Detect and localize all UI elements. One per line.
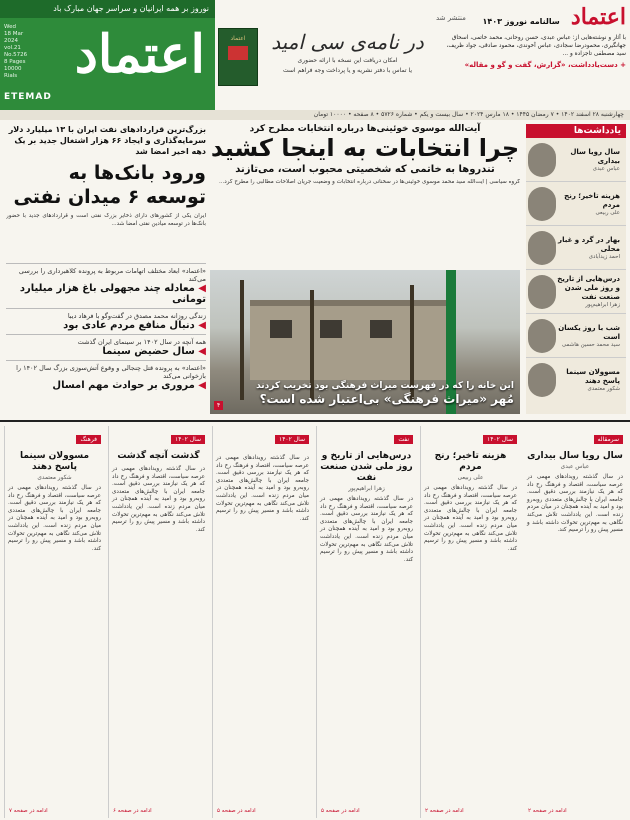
newspaper-latin-name: ETEMAD <box>4 92 52 102</box>
teaser-kicker: «اعتماد» ابعاد مختلف اتهامات مربوط به پرونده کلاهبرداری را بررسی می‌کند <box>18 267 206 283</box>
note-item[interactable] <box>526 358 626 402</box>
note-item[interactable] <box>526 138 626 182</box>
teaser-item[interactable] <box>6 360 206 394</box>
note-item[interactable] <box>526 314 626 358</box>
meta-price: 10000 Rials <box>4 66 22 79</box>
red-arrow-icon: ◀ <box>194 320 206 331</box>
author-photo <box>528 319 556 353</box>
meta-date: 18 Mar 2024 <box>4 31 24 44</box>
author-photo <box>528 143 556 177</box>
note-text <box>556 275 624 308</box>
teaser-list <box>6 263 206 394</box>
photo-caption-line2: مُهر «میراث فرهنگی» بی‌اعتبار شده است؟ <box>259 392 514 406</box>
masthead <box>0 0 630 120</box>
yearbook-title: سالنامه نوروز ۱۴۰۳ <box>482 17 560 26</box>
column-title[interactable]: درس‌هایی از تاریخ و روز ملی شدن صنعت نفت <box>320 451 413 483</box>
teaser-headline <box>6 380 206 391</box>
note-title: هزینه تاخیر؛ رنج مردم <box>564 191 620 209</box>
note-author: زهرا ابراهیم‌پور <box>585 302 620 308</box>
note-title: درس‌هایی از تاریخ و روز ملی شدن صنعت نفت <box>557 275 620 301</box>
teaser-item[interactable] <box>6 334 206 360</box>
note-item[interactable] <box>526 270 626 314</box>
note-text <box>556 236 624 260</box>
promo-title: در نامه‌ی سی امید <box>271 30 424 54</box>
notes-header: یادداشت‌ها <box>526 124 626 138</box>
meta-volume: vol.21 <box>4 45 21 51</box>
yearbook-brand: اعتماد <box>570 4 626 30</box>
main-subhead: تندروها به خاتمی که شخصیتی محبوب است، می‌تازند <box>235 164 495 175</box>
teaser-headline <box>6 346 206 357</box>
note-text <box>556 148 624 172</box>
meta-pages: 8 Pages <box>4 59 26 65</box>
lower-column <box>108 426 208 818</box>
red-arrow-icon: ◀ <box>194 283 206 294</box>
left-column <box>6 124 206 414</box>
lower-column <box>524 426 626 818</box>
right-column <box>526 124 626 414</box>
note-text <box>556 324 624 348</box>
window-shape <box>270 320 292 338</box>
teaser-kicker: همه آنچه در سال ۱۴۰۲ بر سینمای ایران گذشت <box>77 338 206 346</box>
teaser-item[interactable] <box>6 308 206 334</box>
lead-body: ایران یکی از کشورهای دارای ذخایر بزرگ نفتی است و قراردادهای جدید با حضور بانک‌ها در توسعه میادین نفتی امضا شد... <box>6 213 206 227</box>
meta-number: No.5726 <box>4 52 28 58</box>
note-item[interactable] <box>526 182 626 226</box>
note-item[interactable] <box>526 226 626 270</box>
teaser-kicker: زندگی روزانه محمد مصدق در گفت‌وگو با فرهاد دیبا <box>67 312 206 320</box>
column-body: در سال گذشته رویدادهای مهمی در عرصه سیاست، اقتصاد و فرهنگ رخ داد که هر یک نیازمند بررسی دقیق است. جامعه ایران با چالش‌های متعددی روبه‌رو بود و امید به آینده همچنان در میان مردم زنده است. این یادداشت تلاش می‌کند نگاهی به مهم‌ترین تحولات داشته باشد و مسیر پیش رو را ترسیم کند. <box>8 485 101 552</box>
author-photo <box>528 363 556 397</box>
column-title[interactable]: گذشت آنچه گذشت <box>117 451 200 461</box>
building-shape <box>250 300 450 380</box>
section-tag: سرمقاله <box>594 435 623 444</box>
contributors-list: با آثار و نوشته‌هایی از: عباس عبدی، حسن روحانی، محمد خاتمی، اسحاق جهانگیری، محمودرضا سجادی، عباس آخوندی، محمود صادقی، جواد ظریف، سید مصطفی تاجزاده و ... <box>446 35 626 57</box>
author-photo <box>528 275 556 309</box>
column-author: شکور معتمدی <box>37 475 72 481</box>
section-tag: سال ۱۴۰۲ <box>275 435 309 444</box>
yearbook-promo <box>260 30 435 90</box>
window-shape <box>320 320 342 338</box>
column-body: در سال گذشته رویدادهای مهمی در عرصه سیاست، اقتصاد و فرهنگ رخ داد که هر یک نیازمند بررسی دقیق است. جامعه ایران با چالش‌های متعددی روبه‌رو بود و امید به آینده همچنان در میان مردم زنده است. این یادداشت تلاش می‌کند نگاهی به مهم‌ترین تحولات داشته باشد و مسیر پیش رو را ترسیم کند. <box>216 455 309 522</box>
teaser-headline-text: مروری بر حوادث مهم امسال <box>52 380 195 391</box>
note-title: مسوولان سینما پاسخ دهند <box>566 368 620 385</box>
column-author: عباس عبدی <box>560 464 590 470</box>
teaser-headline-text: معادله چند مجهولی باغ هزار میلیارد تومانی <box>19 283 206 305</box>
yearbook-logo-icon <box>228 46 248 60</box>
note-text <box>556 192 624 216</box>
main-overline: آیت‌الله موسوی خوئینی‌ها درباره انتخابات مطرح کرد <box>249 124 481 134</box>
window-shape <box>370 320 392 338</box>
continued-link[interactable]: ادامه در صفحه ۵ <box>217 808 256 814</box>
continued-link[interactable]: ادامه در صفحه ۲ <box>528 808 567 814</box>
section-tag: نفت <box>394 435 413 444</box>
note-author: عباس عبدی <box>592 165 620 172</box>
column-body: در سال گذشته رویدادهای مهمی در عرصه سیاست، اقتصاد و فرهنگ رخ داد که هر یک نیازمند بررسی دقیق است. جامعه ایران با چالش‌های متعددی روبه‌رو بود و امید به آینده همچنان در میان مردم زنده است. این یادداشت تلاش می‌کند نگاهی به مهم‌ترین تحولات داشته باشد و مسیر پیش رو را ترسیم کند. <box>320 496 413 563</box>
column-title[interactable]: مسوولان سینما پاسخ دهند <box>19 451 90 472</box>
lower-section <box>0 420 630 820</box>
section-tag: فرهنگ <box>76 435 101 444</box>
column-author: علی ربیعی <box>457 475 484 481</box>
note-title: شب با روز یکسان است <box>558 323 620 341</box>
note-author: سید محمد حسین هاشمی <box>561 341 620 348</box>
note-text <box>556 368 624 392</box>
author-photo <box>528 187 556 221</box>
meta-day: Wed <box>4 24 16 30</box>
lower-column <box>420 426 520 818</box>
continued-link[interactable]: ادامه در صفحه ۲ <box>425 808 464 814</box>
note-author: علی ربیعی <box>595 209 620 216</box>
column-body: در سال گذشته رویدادهای مهمی در عرصه سیاست، اقتصاد و فرهنگ رخ داد که هر یک نیازمند بررسی دقیق است. جامعه ایران با چالش‌های متعددی روبه‌رو بود و امید به آینده همچنان در میان مردم زنده است. این یادداشت تلاش می‌کند نگاهی به مهم‌ترین تحولات داشته باشد و مسیر پیش رو را ترسیم کند. <box>112 466 205 533</box>
column-title[interactable]: هزینه تاخیر؛ رنج مردم <box>434 451 507 472</box>
column-author: زهرا ابراهیم‌پور <box>348 486 385 492</box>
teaser-kicker: «اعتماد» به پرونده قتل چنجالی و وقوع آتش‌سوزی بزرگ سال ۱۴۰۲ را بازخوانی می‌کند <box>16 364 206 380</box>
teaser-headline-text: سال حضیض سینما <box>102 346 195 357</box>
masthead-topline: نوروز بر همه ایرانیان و سراسر جهان مبارک باد <box>0 0 215 18</box>
photo-page-ref: ۴ <box>214 401 223 410</box>
red-arrow-icon: ◀ <box>194 380 206 391</box>
main-body: گروه سیاسی | آیت‌الله سید محمد موسوی خوئینی‌ها در سخنانی درباره انتخابات و وضعیت جریان اصلاحات مطالبی را مطرح کرد... <box>218 179 520 185</box>
promo-line: امکان دریافت این نسخه با ارائه حضوری <box>297 57 398 64</box>
dateline: چهارشنبه ۲۸ اسفند ۱۴۰۲ • ۷ رمضان ۱۴۴۵ • ۱۸ مارس ۲۰۲۴ • سال بیست و یکم • شماره ۵۷۲۶ • ۸ صفحه • ۱۰۰۰۰ تومان <box>0 110 630 120</box>
red-arrow-icon: ◀ <box>194 346 206 357</box>
section-tag: سال ۱۴۰۲ <box>171 435 205 444</box>
yearbook-announcement <box>436 4 626 108</box>
lead-headline[interactable]: ورود بانک‌ها به توسعه ۶ میدان نفتی <box>13 162 206 208</box>
note-title: سال رویا سال بیداری <box>570 147 620 165</box>
note-author: شکور معتمدی <box>587 386 620 392</box>
main-headline[interactable]: چرا انتخابات به اینجا کشید <box>210 134 520 162</box>
teaser-headline-text: دنبال منافع مردم عادی بود <box>63 320 195 331</box>
main-story <box>210 124 520 414</box>
photo-caption[interactable] <box>234 380 514 406</box>
newspaper-wordmark: اعتماد <box>74 24 205 85</box>
photo-caption-line1: این خانه را که در فهرست میراث فرهنگی بود تخریب کردند <box>256 381 514 391</box>
note-title: بهار در گرد و غبار محلی <box>558 235 620 253</box>
yearbook-cover-title: اعتماد <box>230 35 246 42</box>
teaser-item[interactable] <box>6 263 206 308</box>
lower-column <box>316 426 416 818</box>
continued-link[interactable]: ادامه در صفحه ۶ <box>113 808 152 814</box>
column-body: در سال گذشته رویدادهای مهمی در عرصه سیاست، اقتصاد و فرهنگ رخ داد که هر یک نیازمند بررسی دقیق است. جامعه ایران با چالش‌های متعددی روبه‌رو بود و امید به آینده همچنان در میان مردم زنده است. این یادداشت تلاش می‌کند نگاهی به مهم‌ترین تحولات داشته باشد و مسیر پیش رو را ترسیم کند. <box>527 474 623 534</box>
author-photo <box>528 231 556 265</box>
column-title[interactable]: سال رویا سال بیداری <box>527 451 623 461</box>
lower-column <box>4 426 104 818</box>
section-tag: سال ۱۴۰۲ <box>483 435 517 444</box>
teaser-headline <box>6 320 206 331</box>
lead-kicker: بزرگ‌ترین قراردادهای نفت ایران با ۱۳ میلیارد دلار سرمایه‌گذاری و ایجاد ۶۶ هزار اشتغال جدید بر یک دهه اخیر امضا شد <box>8 125 206 156</box>
note-author: احمد زیدآبادی <box>588 253 620 260</box>
published-label: منتشر شد <box>436 14 466 22</box>
yearbook-tagline: + دست‌یادداشت، «گزارش، گفت و گو و مقاله» <box>464 61 626 69</box>
yearbook-cover-image <box>218 28 258 86</box>
lower-column <box>212 426 312 818</box>
promo-line: یا تماس با دفتر نشریه و یا پرداخت وجه فراهم است <box>283 67 412 74</box>
main-photo <box>210 270 520 414</box>
masthead-logo-block <box>0 0 215 110</box>
teaser-headline <box>6 283 206 305</box>
continued-link[interactable]: ادامه در صفحه ۷ <box>9 808 48 814</box>
continued-link[interactable]: ادامه در صفحه ۵ <box>321 808 360 814</box>
column-body: در سال گذشته رویدادهای مهمی در عرصه سیاست، اقتصاد و فرهنگ رخ داد که هر یک نیازمند بررسی دقیق است. جامعه ایران با چالش‌های متعددی روبه‌رو بود و امید به آینده همچنان در میان مردم زنده است. این یادداشت تلاش می‌کند نگاهی به مهم‌ترین تحولات داشته باشد و مسیر پیش رو را ترسیم کند. <box>424 485 517 552</box>
issue-meta <box>4 24 34 80</box>
